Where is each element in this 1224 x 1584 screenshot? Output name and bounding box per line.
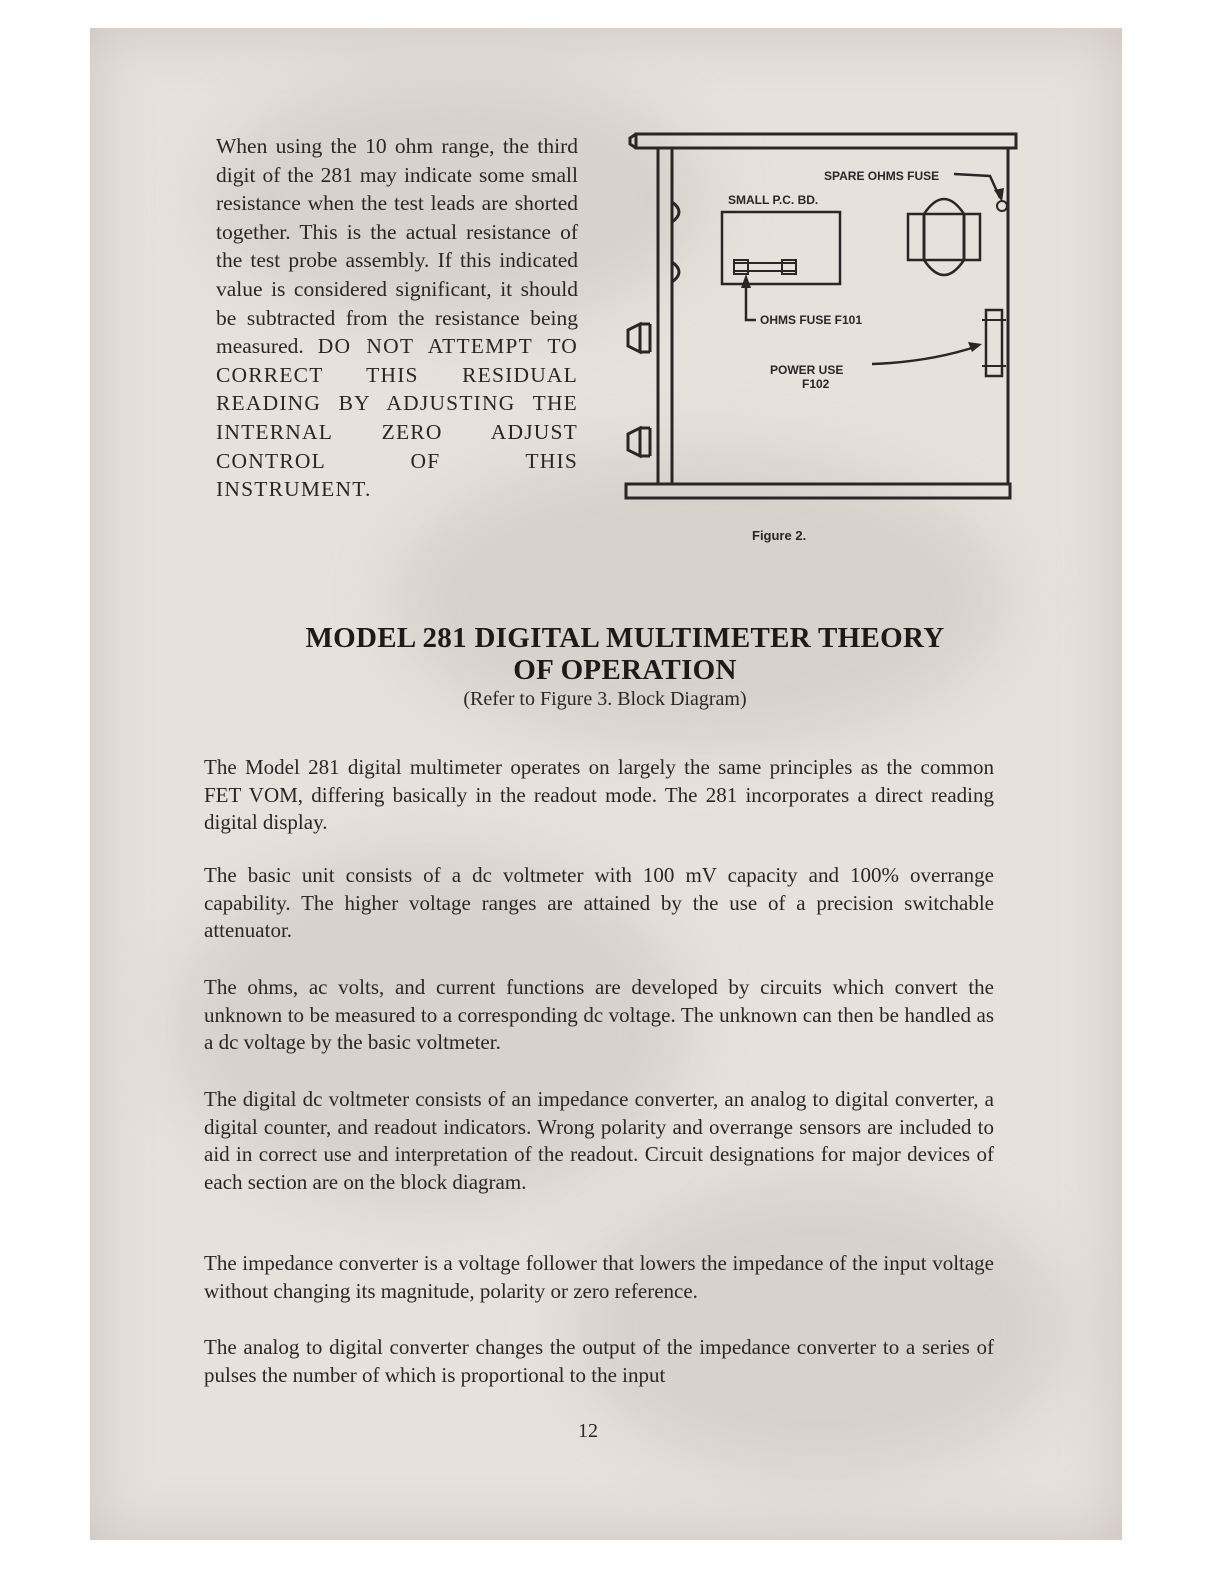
transformer [908, 214, 980, 260]
section-title-line: MODEL 281 DIGITAL MULTIMETER THEORY [305, 622, 945, 654]
body-paragraph: The digital dc voltmeter consists of an impedance converter, an analog to digital converter, a digital counter, and readout indicators. Wrong polarity and overrange sensors are included to aid in correct use and interpretation of the readout. Circuit designations for major devices of each section are on the block diagram. [204, 1087, 994, 1194]
intro-sentence: This is the actual resistance of the test probe assembly. [216, 219, 578, 273]
spare-ohms-fuse [997, 201, 1007, 211]
figure-2-diagram [610, 124, 1020, 518]
intro-paragraph [216, 132, 578, 504]
cabinet-bottom-rail [626, 484, 1010, 498]
arrow-head [994, 188, 1004, 202]
intro-sentence: When using the 10 ohm range, the third digit of the 281 may indicate some small resistance when the test leads are shorted together. [216, 134, 578, 244]
label-small-pc-board: SMALL P.C. BD. [728, 193, 819, 207]
body-paragraph: The analog to digital converter changes the output of the impedance converter to a series of pulses the number of which is proportional to the input [204, 1335, 994, 1387]
intro-sentence: If this indicated value is considered significant, it should be subtracted from the resistance being measured. [216, 248, 578, 359]
paper-stain [570, 1178, 1070, 1478]
label-power-fuse-id: F102 [802, 377, 830, 391]
body-paragraph: The Model 281 digital multimeter operates on largely the same principles as the common FET VOM, differing basically in the readout mode. The 281 incorporates a direct reading digital display. [204, 755, 994, 834]
body-paragraph: The basic unit consists of a dc voltmeter with 100 mV capacity and 100% overrange capability. The higher voltage ranges are attained by the use of a precision switchable attenuator. [204, 863, 994, 942]
label-ohms-fuse: OHMS FUSE F101 [760, 313, 863, 327]
figure-caption: Figure 2. [752, 528, 807, 543]
body-paragraph: The impedance converter is a voltage follower that lowers the impedance of the input voltage without changing its magnitude, polarity or zero reference. [204, 1251, 994, 1303]
label-power-fuse: POWER USE [770, 363, 844, 377]
manual-page [90, 28, 1122, 1540]
section-heading [190, 622, 1060, 686]
label-spare-ohms-fuse: SPARE OHMS FUSE [824, 169, 940, 183]
section-title-line: OF OPERATION [513, 654, 737, 686]
arrow-head [968, 342, 982, 352]
input-jack [628, 428, 640, 456]
cabinet-top-rail [636, 134, 1016, 148]
warning-text: DO NOT ATTEMPT TO CORRECT THIS RESIDUAL READING BY ADJUSTING THE INTERNAL ZERO ADJUST CONTROL OF THIS INSTRUMENT. [216, 334, 579, 502]
ohms-fuse-f101 [734, 263, 796, 271]
section-subtitle: (Refer to Figure 3. Block Diagram) [463, 688, 747, 710]
page-number: 12 [578, 1420, 598, 1442]
input-jack [628, 324, 640, 352]
body-paragraph: The ohms, ac volts, and current functions are developed by circuits which convert the unknown to be measured to a corresponding dc voltage. The unknown can then be handled as a dc voltage by the basic voltmeter. [204, 975, 994, 1054]
arrow-head [741, 274, 751, 288]
